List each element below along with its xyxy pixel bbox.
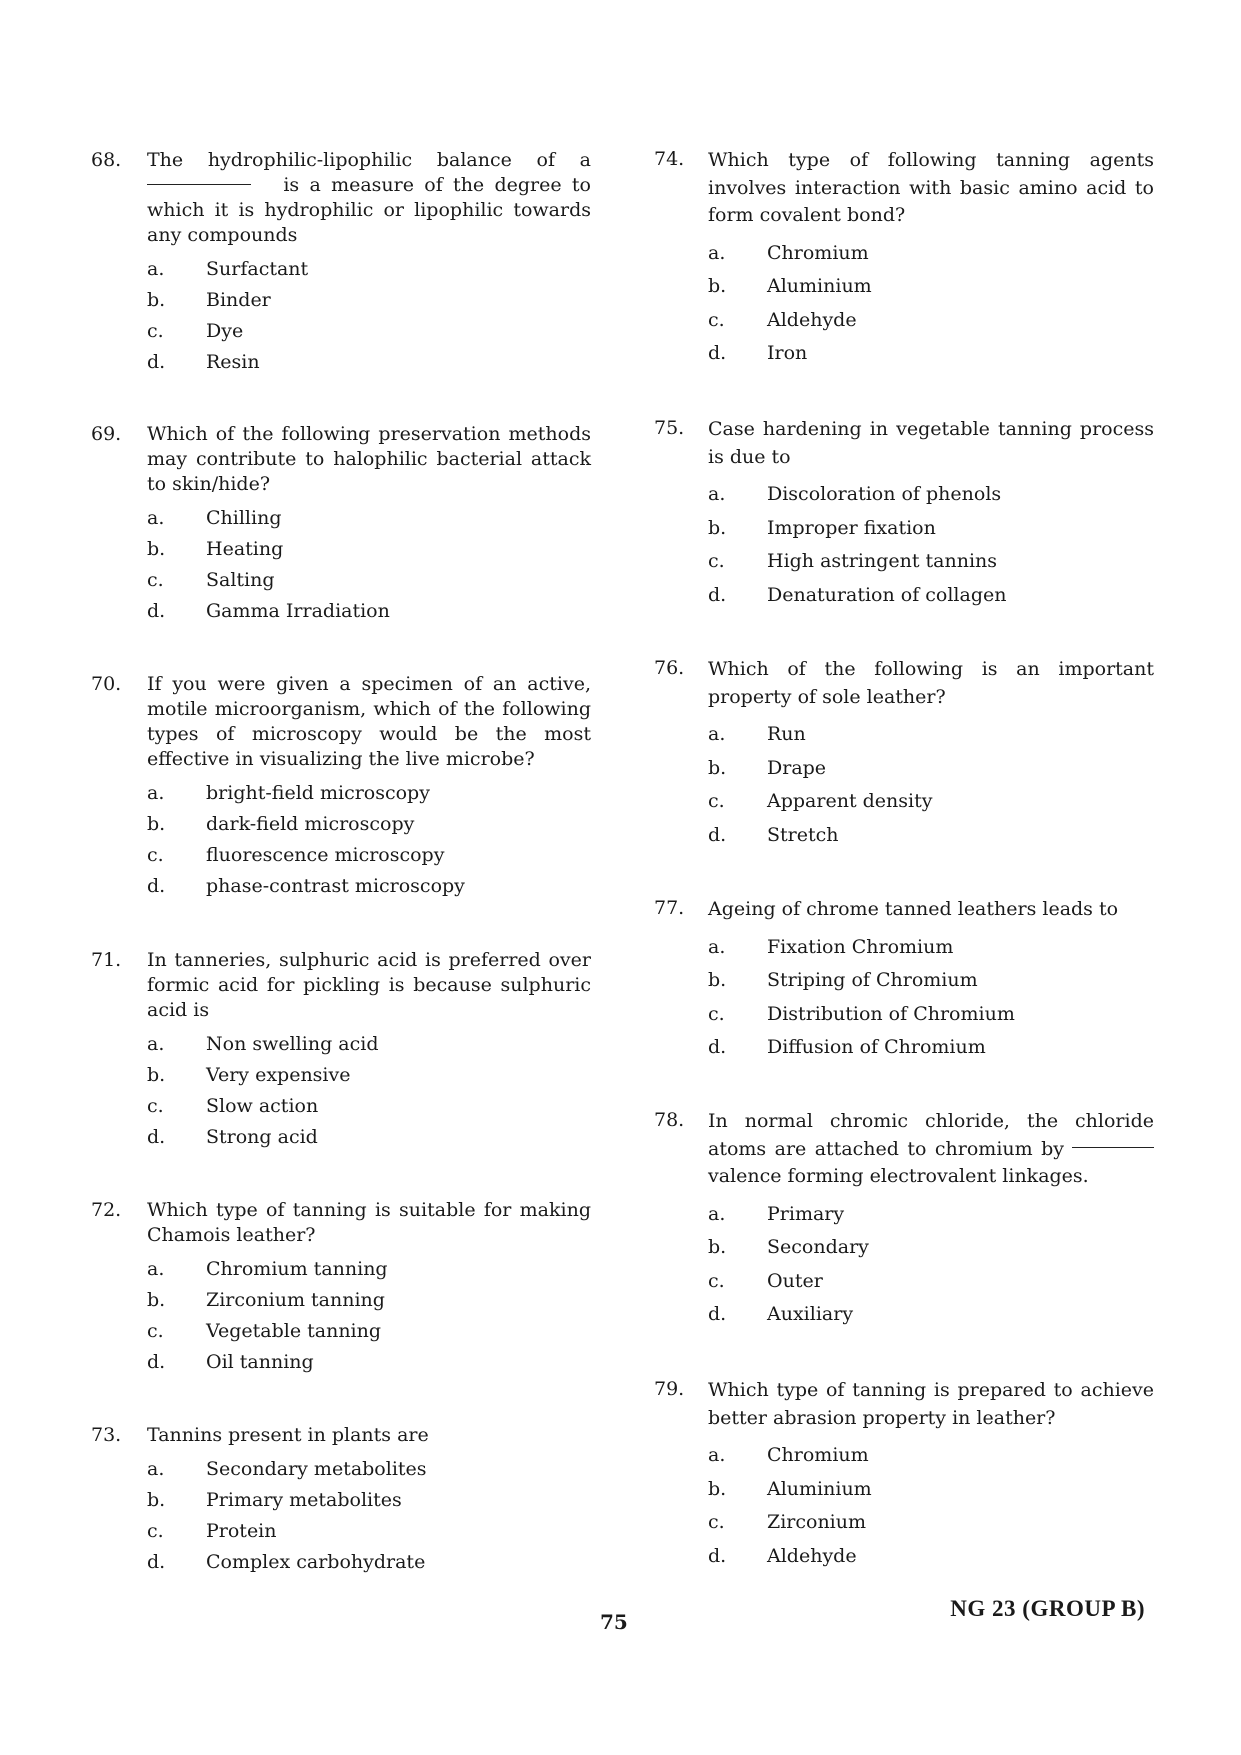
question-number: 71. — [91, 949, 122, 971]
option-label: b. — [147, 1289, 166, 1311]
question-73 — [91, 1423, 591, 1578]
option-label: b. — [147, 1064, 166, 1086]
option-a — [708, 931, 1154, 965]
option-text: Very expensive — [206, 1064, 351, 1086]
option-c — [147, 1316, 591, 1347]
question-text: Which of the following preservation methods may contribute to halophilic bacterial attack to skin/hide? — [147, 423, 591, 495]
option-label: c. — [708, 1269, 725, 1292]
question-number: 77. — [654, 897, 685, 919]
option-b — [708, 512, 1154, 546]
option-label: a. — [708, 1202, 726, 1225]
question-number: 78. — [654, 1109, 685, 1131]
option-text: Improper fixation — [767, 516, 936, 539]
question-text: Which of the following is an important property of sole leather? — [708, 658, 1154, 708]
question-71 — [91, 948, 591, 1153]
option-c — [147, 840, 591, 871]
question-text: In tanneries, sulphuric acid is preferred over formic acid for pickling is because sulphuric acid is — [147, 949, 591, 1021]
option-text: Vegetable tanning — [206, 1320, 382, 1342]
option-text: Secondary — [767, 1236, 869, 1258]
option-label: d. — [708, 342, 727, 364]
option-a — [147, 254, 591, 285]
options-list — [708, 478, 1154, 612]
option-label: b. — [708, 275, 727, 297]
option-text: Chromium tanning — [206, 1258, 388, 1280]
option-label: b. — [708, 516, 727, 539]
option-label: c. — [708, 1002, 725, 1025]
fill-blank — [1072, 1147, 1154, 1148]
option-text: Diffusion of Chromium — [767, 1036, 986, 1058]
option-text: Surfactant — [206, 258, 309, 280]
options-list — [708, 1439, 1154, 1573]
option-label: b. — [708, 1477, 727, 1500]
options-list — [147, 1254, 591, 1378]
option-b — [147, 1285, 591, 1316]
question-number: 72. — [91, 1199, 122, 1221]
option-text: Aluminium — [767, 275, 872, 297]
question-text: Which type of following tanning agents involves interaction with basic amino acid to form covalent bond? — [708, 149, 1154, 226]
question-number: 68. — [91, 149, 122, 171]
option-label: c. — [708, 790, 725, 812]
option-d — [147, 596, 591, 627]
option-label: a. — [708, 483, 726, 505]
question-72 — [91, 1198, 591, 1378]
option-c — [147, 565, 591, 596]
option-text: Dye — [206, 320, 244, 342]
question-number: 76. — [654, 657, 685, 679]
option-c — [147, 1516, 591, 1547]
option-text: Fixation Chromium — [767, 935, 954, 958]
question-78 — [654, 1108, 1154, 1332]
question-text: Case hardening in vegetable tanning process is due to — [708, 418, 1154, 468]
option-text: Non swelling acid — [206, 1033, 379, 1055]
option-a — [147, 503, 591, 534]
option-a — [708, 478, 1154, 512]
options-list — [147, 1454, 591, 1578]
option-label: b. — [147, 289, 166, 311]
option-label: b. — [147, 538, 166, 560]
option-text: Binder — [206, 289, 271, 311]
question-text-part: valence forming electrovalent linkages. — [708, 1165, 1089, 1187]
option-label: b. — [708, 969, 727, 991]
option-label: b. — [708, 1236, 727, 1258]
option-label: d. — [147, 600, 166, 622]
question-75 — [654, 416, 1154, 612]
question-number: 73. — [91, 1424, 122, 1446]
option-label: c. — [147, 1095, 164, 1117]
option-d — [708, 1031, 1154, 1065]
option-text: Iron — [767, 342, 808, 364]
question-68 — [91, 148, 591, 378]
option-text: Chilling — [206, 507, 282, 529]
option-text: Zirconium tanning — [206, 1289, 385, 1311]
option-a — [147, 778, 591, 809]
option-d — [147, 1122, 591, 1153]
option-text: phase-contrast microscopy — [206, 875, 465, 897]
question-text-part: In normal chromic chloride, the chloride atoms are attached to chromium by — [708, 1110, 1154, 1160]
page-number: 75 — [600, 1610, 628, 1634]
option-b — [147, 285, 591, 316]
question-69 — [91, 422, 591, 627]
option-text: Aldehyde — [767, 1544, 857, 1567]
question-text-part: The hydrophilic-lipophilic balance of a — [147, 149, 591, 171]
option-b — [708, 270, 1154, 304]
option-label: d. — [708, 583, 727, 606]
options-list — [708, 931, 1154, 1065]
option-label: a. — [708, 1444, 726, 1466]
option-c — [147, 316, 591, 347]
option-text: Apparent density — [767, 790, 933, 812]
option-text: Protein — [206, 1520, 277, 1542]
question-76 — [654, 656, 1154, 852]
option-text: Aluminium — [767, 1477, 872, 1500]
question-text-part: is a measure of the degree to which it is hydrophilic or lipophilic towards any compounds — [147, 174, 591, 246]
option-a — [708, 1198, 1154, 1232]
question-text: If you were given a specimen of an active, motile microorganism, which of the following types of microscopy would be the most effective in visualizing the live microbe? — [147, 673, 591, 770]
question-text: Which type of tanning is suitable for making Chamois leather? — [147, 1199, 591, 1246]
option-label: a. — [147, 782, 165, 804]
option-text: Slow action — [206, 1095, 319, 1117]
option-text: Primary — [767, 1202, 845, 1225]
question-text — [147, 148, 591, 248]
options-list — [147, 503, 591, 627]
option-text: fluorescence microscopy — [206, 844, 445, 866]
option-b — [708, 1231, 1154, 1265]
option-d — [147, 1547, 591, 1578]
option-label: c. — [708, 1511, 725, 1533]
option-d — [147, 347, 591, 378]
option-text: Salting — [206, 569, 275, 591]
option-text: Primary metabolites — [206, 1489, 402, 1511]
option-text: Complex carbohydrate — [206, 1551, 426, 1573]
option-text: Drape — [767, 756, 827, 779]
option-d — [708, 579, 1154, 613]
option-label: a. — [147, 1458, 165, 1480]
question-79 — [654, 1377, 1154, 1573]
option-b — [708, 1473, 1154, 1507]
option-a — [708, 237, 1154, 271]
question-70 — [91, 672, 591, 902]
option-c — [708, 1265, 1154, 1299]
question-text: Tannins present in plants are — [147, 1424, 429, 1446]
options-list — [147, 254, 591, 378]
option-a — [147, 1029, 591, 1060]
option-label: b. — [147, 813, 166, 835]
option-c — [708, 304, 1154, 338]
option-label: c. — [708, 550, 725, 572]
option-label: a. — [708, 935, 726, 958]
option-label: d. — [147, 875, 166, 897]
option-b — [147, 534, 591, 565]
options-list — [708, 718, 1154, 852]
option-d — [708, 819, 1154, 853]
option-text: Outer — [767, 1269, 823, 1292]
option-text: Auxiliary — [767, 1303, 854, 1325]
option-d — [708, 1540, 1154, 1574]
option-c — [708, 785, 1154, 819]
option-text: Heating — [206, 538, 284, 560]
question-number: 79. — [654, 1378, 685, 1400]
option-text: Zirconium — [767, 1511, 867, 1533]
option-b — [147, 1485, 591, 1516]
option-label: d. — [147, 1351, 166, 1373]
option-label: a. — [708, 723, 726, 745]
option-d — [147, 871, 591, 902]
option-label: a. — [708, 241, 726, 264]
option-b — [147, 1060, 591, 1091]
option-b — [708, 752, 1154, 786]
option-text: Denaturation of collagen — [767, 583, 1007, 606]
option-text: Stretch — [767, 823, 839, 846]
option-text: Secondary metabolites — [206, 1458, 427, 1480]
question-number: 70. — [91, 673, 122, 695]
option-text: Resin — [206, 351, 260, 373]
question-text — [708, 1108, 1154, 1191]
option-c — [708, 998, 1154, 1032]
question-text: Which type of tanning is prepared to achieve better abrasion property in leather? — [708, 1379, 1154, 1429]
option-label: a. — [147, 1033, 165, 1055]
options-list — [147, 778, 591, 902]
paper-code: NG 23 (GROUP B) — [950, 1596, 1145, 1621]
option-label: c. — [147, 320, 164, 342]
option-label: b. — [147, 1489, 166, 1511]
question-number: 75. — [654, 417, 685, 439]
question-74 — [654, 147, 1154, 371]
option-text: dark-field microscopy — [206, 813, 415, 835]
option-a — [147, 1254, 591, 1285]
option-c — [708, 545, 1154, 579]
option-label: b. — [708, 756, 727, 779]
option-label: a. — [147, 1258, 165, 1280]
option-text: High astringent tannins — [767, 550, 998, 572]
question-number: 69. — [91, 423, 122, 445]
option-text: Chromium — [767, 241, 869, 264]
fill-blank — [147, 184, 251, 185]
option-text: Striping of Chromium — [767, 969, 978, 991]
option-label: d. — [147, 351, 166, 373]
option-text: bright-field microscopy — [206, 782, 430, 804]
option-label: c. — [147, 1320, 164, 1342]
option-label: a. — [147, 258, 165, 280]
option-text: Gamma Irradiation — [206, 600, 390, 622]
option-label: c. — [708, 308, 725, 331]
option-text: Chromium — [767, 1444, 869, 1466]
option-d — [147, 1347, 591, 1378]
option-label: d. — [708, 1544, 727, 1567]
question-text: Ageing of chrome tanned leathers leads to — [708, 898, 1119, 920]
question-number: 74. — [654, 148, 685, 170]
option-d — [708, 1298, 1154, 1332]
option-text: Distribution of Chromium — [767, 1002, 1015, 1025]
option-c — [147, 1091, 591, 1122]
option-d — [708, 337, 1154, 371]
option-text: Run — [767, 723, 806, 745]
option-label: c. — [147, 569, 164, 591]
option-label: d. — [147, 1126, 166, 1148]
option-label: a. — [147, 507, 165, 529]
option-label: d. — [147, 1551, 166, 1573]
option-text: Strong acid — [206, 1126, 318, 1148]
options-list — [708, 1198, 1154, 1332]
option-label: c. — [147, 1520, 164, 1542]
option-label: d. — [708, 823, 727, 846]
option-a — [708, 1439, 1154, 1473]
option-a — [147, 1454, 591, 1485]
option-text: Discoloration of phenols — [767, 483, 1002, 505]
option-b — [147, 809, 591, 840]
option-label: c. — [147, 844, 164, 866]
option-a — [708, 718, 1154, 752]
options-list — [147, 1029, 591, 1153]
question-77 — [654, 896, 1154, 1065]
options-list — [708, 237, 1154, 371]
option-c — [708, 1506, 1154, 1540]
option-text: Oil tanning — [206, 1351, 314, 1373]
option-b — [708, 964, 1154, 998]
option-label: d. — [708, 1303, 727, 1325]
option-text: Aldehyde — [767, 308, 857, 331]
option-label: d. — [708, 1036, 727, 1058]
